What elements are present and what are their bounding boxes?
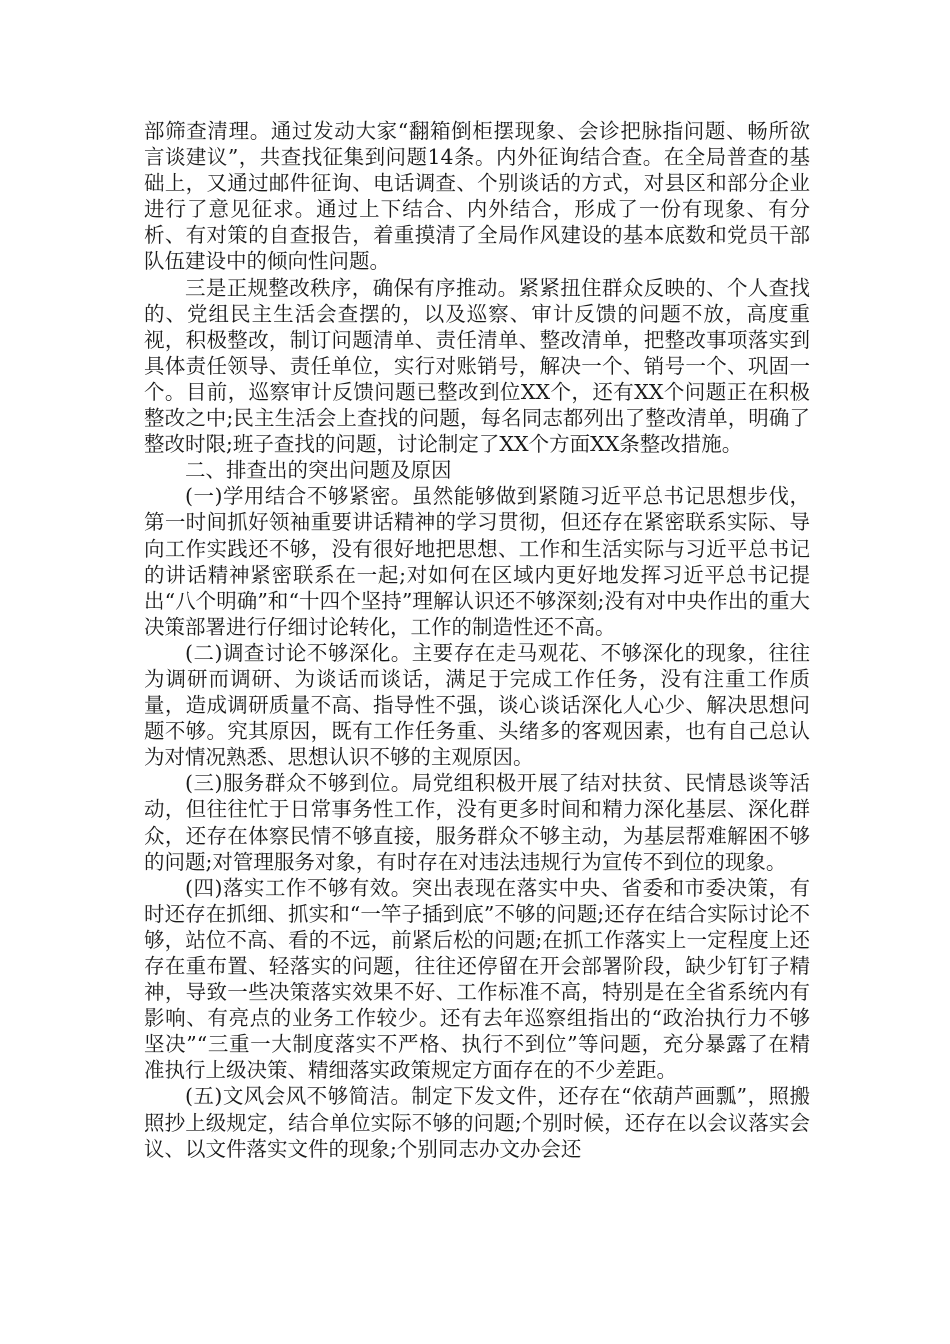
paragraph-study-application: (一)学用结合不够紧密。虽然能够做到紧随习近平总书记思想步伐，第一时间抓好领袖重要讲话精神的学习贯彻，但还存在紧密联系实际、导向工作实践还不够，没有很好地把思想、工作和生活实际与习近平总书记的讲话精神紧密联系在一起;对如何在区域内更好地发挥习近平总书记提出“八个明确”和“十四个坚持”理解认识还不够深刻;没有对中央作出的重大决策部署进行仔细讨论转化，工作的制造性还不高。 (144, 484, 810, 639)
paragraph-implementation: (四)落实工作不够有效。突出表现在落实中央、省委和市委决策，有时还存在抓细、抓实和“一竿子插到底”不够的问题;还存在结合实际讨论不够，站位不高、看的不远，前紧后松的问题;在抓工作落实上一定程度上还存在重布置、轻落实的问题，往往还停留在开会部署阶段，缺少钉钉子精神，导致一些决策落实效果不好、工作标准不高，特别是在全省系统内有影响、有亮点的业务工作较少。还有去年巡察组指出的“政治执行力不够坚决”“三重一大制度落实不严格、执行不到位”等问题，充分暴露了在精准执行上级决策、精细落实政策规定方面存在的不少差距。 (144, 875, 810, 1083)
paragraph-writing-meeting-style: (五)文风会风不够简洁。制定下发文件，还存在“依葫芦画瓢”，照搬照抄上级规定，结合单位实际不够的问题;个别时候，还存在以会议落实会议、以文件落实文件的现象;个别同志办文办会还 (144, 1084, 810, 1161)
paragraph-research-discussion: (二)调查讨论不够深化。主要存在走马观花、不够深化的现象，往往为调研而调研、为谈话而谈话，满足于完成工作任务，没有注重工作质量，造成调研质量不高、指导性不强，谈心谈话深化人心少、解决思想问题不够。究其原因，既有工作任务重、头绪多的客观因素，也有自己总认为对情况熟悉、思想认识不够的主观原因。 (144, 640, 810, 770)
section-heading-problems: 二、排查出的突出问题及原因 (185, 458, 452, 483)
paragraph-continuation: 部筛查清理。通过发动大家“翻箱倒柜摆现象、会诊把脉指问题、畅所欲言谈建议”，共查找征集到问题14条。内外征询结合查。在全局普查的基础上，又通过邮件征询、电话调查、个别谈话的方式，对县区和部分企业进行了意见征求。通过上下结合、内外结合，形成了一份有现象、有分析、有对策的自查报告，着重摸清了全局作风建设的基本底数和党员干部队伍建设中的倾向性问题。 (144, 119, 810, 274)
document-page (144, 118, 810, 1162)
paragraph-rectification-order: 三是正规整改秩序，确保有序推动。紧紧扭住群众反映的、个人查找的、党组民主生活会查摆的，以及巡察、审计反馈的问题不放，高度重视，积极整改，制订问题清单、责任清单、整改清单，把整改事项落实到具体责任领导、责任单位，实行对账销号，解决一个、销号一个、巩固一个。目前，巡察审计反馈问题已整改到位XX个，还有XX个问题正在积极整改之中;民主生活会上查找的问题，每名同志都列出了整改清单，明确了整改时限;班子查找的问题，讨论制定了XX个方面XX条整改措施。 (144, 275, 810, 457)
paragraph-serving-masses: (三)服务群众不够到位。局党组积极开展了结对扶贫、民情恳谈等活动，但往往忙于日常事务性工作，没有更多时间和精力深化基层、深化群众，还存在体察民情不够直接，服务群众不够主动，为基层帮难解困不够的问题;对管理服务对象，有时存在对违法违规行为宣传不到位的现象。 (144, 771, 810, 874)
